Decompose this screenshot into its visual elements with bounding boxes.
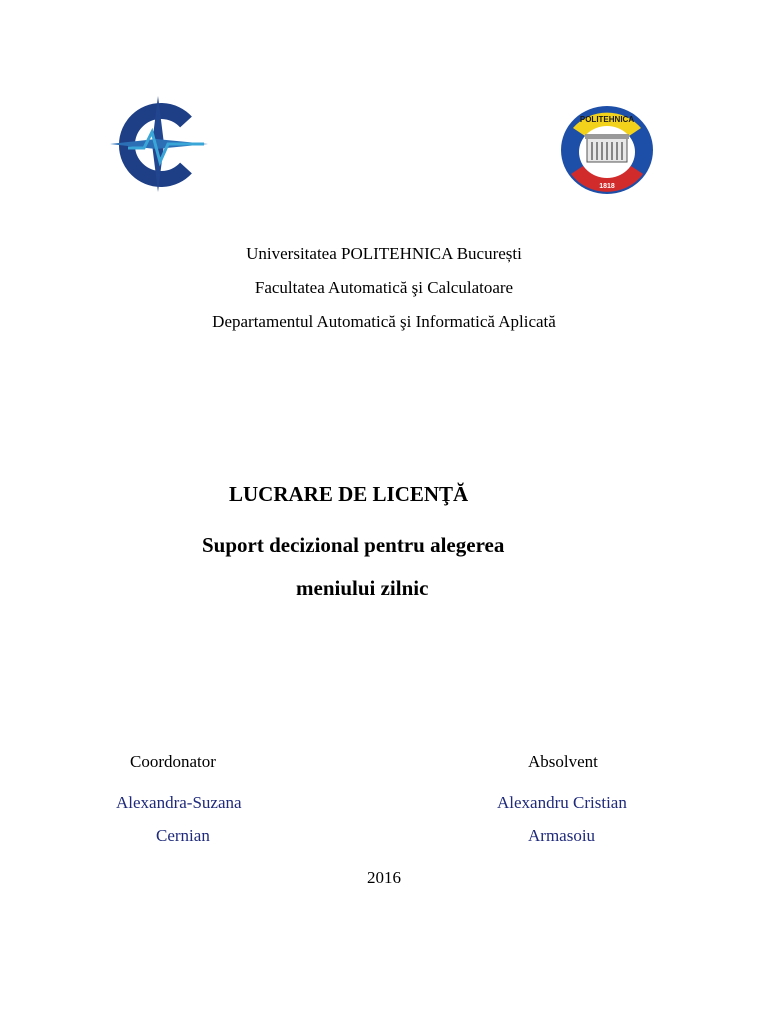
coordinator-label: Coordonator [130, 752, 216, 771]
faculty-name: Facultatea Automatică şi Calculatoare [254, 278, 514, 297]
coordinator-name-line2: Cernian [156, 826, 210, 845]
seal-year: 1818 [599, 183, 615, 190]
department-name: Departamentul Automatică şi Informatică Aplicată [212, 312, 556, 331]
graduate-label: Absolvent [528, 752, 598, 771]
faculty-logo [108, 92, 210, 194]
thesis-title-line2: meniului zilnic [296, 576, 429, 600]
politehnica-seal-logo-icon [559, 104, 655, 196]
graduate-name-line1: Alexandru Cristian [497, 793, 627, 812]
thesis-title-line1: Suport decizional pentru alegerea [202, 533, 505, 557]
politehnica-seal [559, 104, 655, 196]
year: 2016 [367, 868, 401, 887]
seal-top-text: POLITEHNICA [579, 115, 635, 124]
acs-faculty-logo-icon [108, 92, 210, 194]
university-name: Universitatea POLITEHNICA București [246, 244, 522, 263]
coordinator-name-line1: Alexandra-Suzana [116, 793, 242, 812]
thesis-type: LUCRARE DE LICENŢĂ [229, 482, 469, 506]
graduate-name-line2: Armasoiu [528, 826, 596, 845]
